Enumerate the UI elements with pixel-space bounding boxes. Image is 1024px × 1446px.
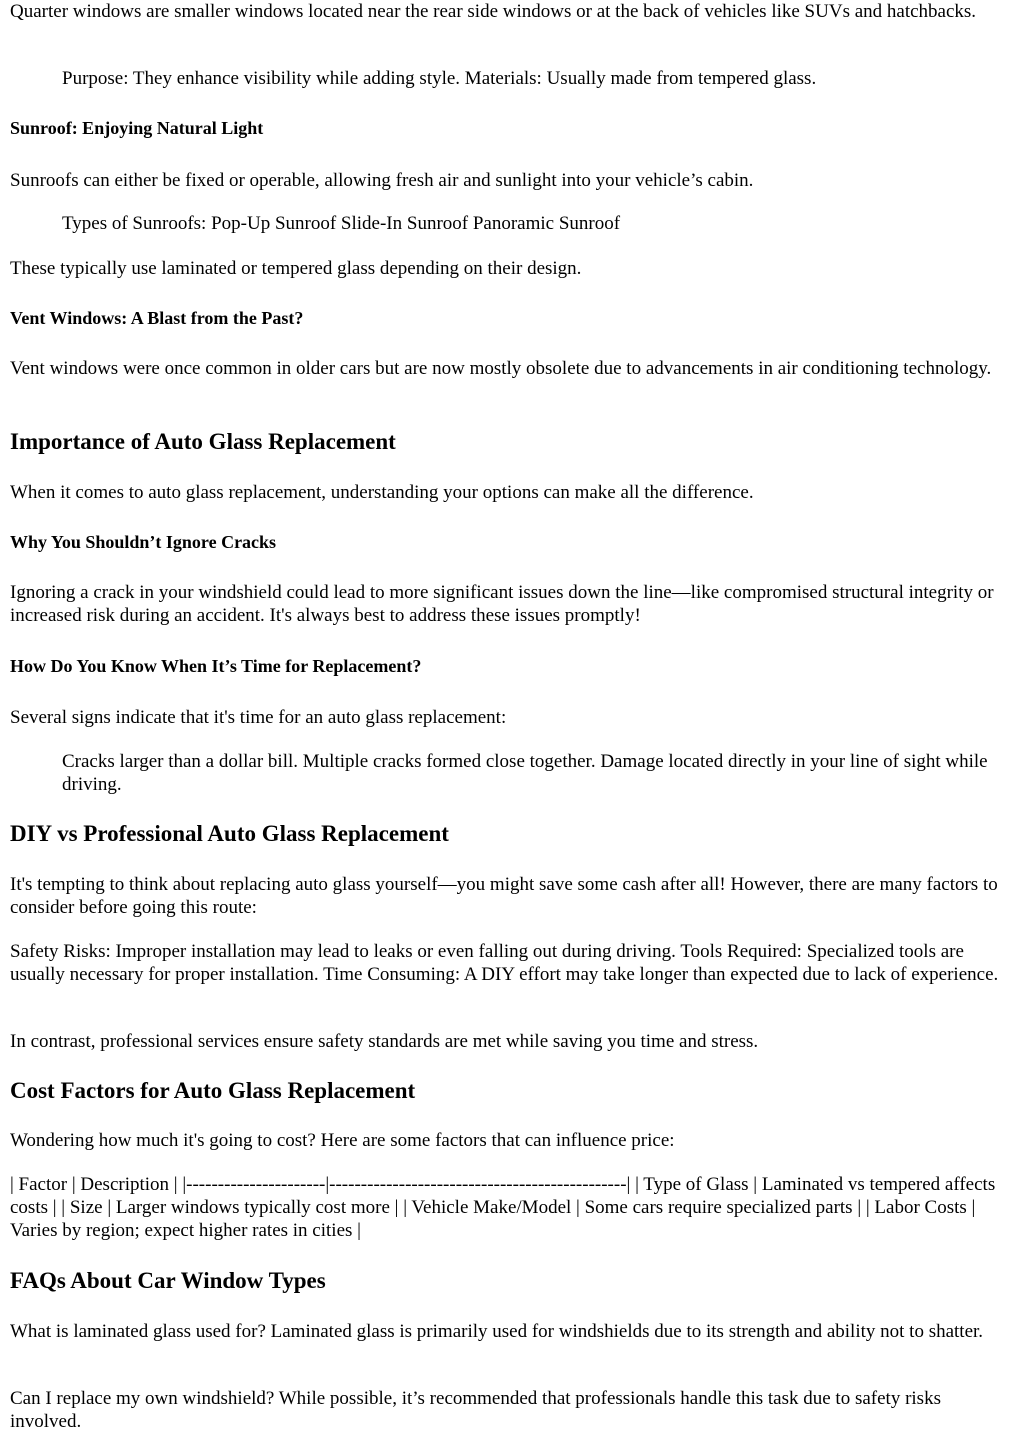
quarter-windows-paragraph: Quarter windows are smaller windows located near the rear side windows or at the back of vehicles like SUVs and hatchbacks. (10, 1, 977, 22)
signs-paragraph: Several signs indicate that it's time for an auto glass replacement: (10, 707, 507, 728)
importance-paragraph: When it comes to auto glass replacement, understanding your options can make all the difference. (10, 482, 754, 503)
diy-risks-paragraph: Safety Risks: Improper installation may lead to leaks or even falling out during driving. Tools Required: Specialized tools are usually necessary for proper installation. Time Consuming: A DIY effort may take longer than expected due to lack of experience. (10, 941, 999, 985)
vent-windows-heading: Vent Windows: A Blast from the Past? (10, 308, 304, 328)
faq-heading: FAQs About Car Window Types (10, 1268, 326, 1293)
sunroof-glass-paragraph: These typically use laminated or tempered glass depending on their design. (10, 258, 582, 279)
quarter-windows-details: Purpose: They enhance visibility while adding style. Materials: Usually made from tempered glass. (62, 68, 817, 89)
professional-paragraph: In contrast, professional services ensure safety standards are met while saving you time and stress. (10, 1031, 759, 1052)
sunroof-heading: Sunroof: Enjoying Natural Light (10, 118, 264, 138)
vent-windows-paragraph: Vent windows were once common in older cars but are now mostly obsolete due to advancements in air conditioning technology. (10, 358, 992, 379)
cost-paragraph: Wondering how much it's going to cost? Here are some factors that can influence price: (10, 1130, 675, 1151)
sunroof-types: Types of Sunroofs: Pop-Up Sunroof Slide-In Sunroof Panoramic Sunroof (62, 213, 621, 234)
diy-paragraph: It's tempting to think about replacing auto glass yourself—you might save some cash after all! However, there are many factors to consider before going this route: (10, 874, 998, 918)
diy-heading: DIY vs Professional Auto Glass Replacement (10, 821, 449, 846)
faq-laminated: What is laminated glass used for? Laminated glass is primarily used for windshields due to its strength and ability not to shatter. (10, 1321, 984, 1342)
cracks-heading: Why You Shouldn’t Ignore Cracks (10, 532, 277, 552)
cracks-paragraph: Ignoring a crack in your windshield could lead to more significant issues down the line—like compromised structural integrity or increased risk during an accident. It's always best to address these issues promptly! (10, 582, 994, 626)
sunroof-paragraph: Sunroofs can either be fixed or operable, allowing fresh air and sunlight into your vehicle’s cabin. (10, 170, 754, 191)
cost-table-text: | Factor | Description | |----------------------|-----------------------------------------------| | Type of Glass | Laminated vs tempered affects costs | | Size | Larger windows typically cost more | | Vehicle Make/Model | Some cars require specialized parts | | Labor Costs | Varies by region; expect higher rates in cities | (10, 1174, 996, 1241)
signs-list: Cracks larger than a dollar bill. Multiple cracks formed close together. Damage located directly in your line of sight while driving. (62, 751, 988, 795)
replacement-time-heading: How Do You Know When It’s Time for Replacement? (10, 656, 422, 676)
faq-replace-windshield: Can I replace my own windshield? While possible, it’s recommended that professionals handle this task due to safety risks involved. (10, 1388, 941, 1432)
importance-heading: Importance of Auto Glass Replacement (10, 429, 396, 454)
cost-heading: Cost Factors for Auto Glass Replacement (10, 1078, 416, 1103)
